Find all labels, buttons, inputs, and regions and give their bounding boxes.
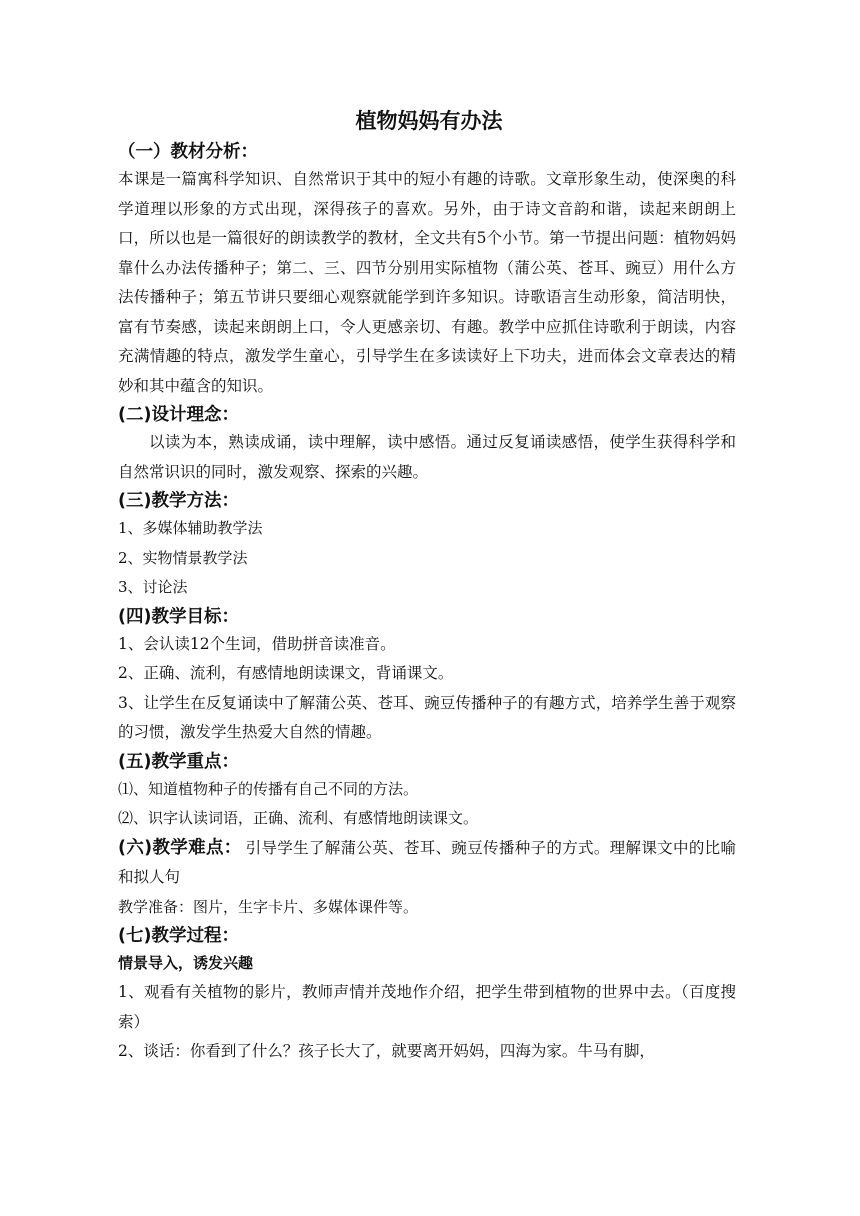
goal-item: 3、让学生在反复诵读中了解蒲公英、苍耳、豌豆传播种子的有趣方式，培养学生善于观察的习惯，激发学生热爱大自然的情趣。 [118,693,736,741]
method-item: 3、讨论法 [118,578,188,596]
process-item: 2、谈话：你看到了什么？孩子长大了，就要离开妈妈，四海为家。牛马有脚， [118,1042,655,1060]
teaching-preparation: 教学准备：图片，生字卡片、多媒体课件等。 [118,897,419,916]
process-subheading: 情景导入，诱发兴趣 [118,954,254,972]
section-body-1: 本课是一篇寓科学知识、自然常识于其中的短小有趣的诗歌。文章形象生动，使深奥的科学道理以形象的方式出现，深得孩子的喜欢。另外，由于诗文音韵和谐，读起来朗朗上口，所以也是一篇很好的朗读教学的教材，全文共有5个小节。第一节提出问题：植物妈妈靠什么办法传播种子；第二、三、四节分别用实际植物（蒲公英、苍耳、豌豆）用什么方法传播种子；第五节讲只要细心观察就能学到许多知识。诗歌语言生动形象，简洁明快，富有节奏感，读起来朗朗上口，令人更感亲切、有趣。教学中应抓住诗歌利于朗读，内容充满情趣的特点，激发学生童心，引导学生在多读读好上下功夫，进而体会文章表达的精妙和其中蕴含的知识。 [118,170,736,395]
focus-item: ⑴、知道植物种子的传播有自己不同的方法。 [118,779,419,798]
section-heading-4: (四)教学目标： [118,606,239,627]
section-6 [118,834,736,893]
section-heading-1: （一）教材分析： [118,142,258,162]
document-title: 植物妈妈有办法 [355,109,503,133]
goal-item: 1、会认读12个生词，借助拼音读准音。 [118,634,396,653]
goal-item: 2、正确、流利，有感情地朗读课文，背诵课文。 [118,664,454,682]
section-heading-2: (二)设计理念： [118,405,239,425]
method-item: 2、实物情景教学法 [118,548,248,567]
method-item: 1、多媒体辅助教学法 [118,519,263,537]
section-body-2: 以读为本，熟读成诵，读中理解，读中感悟。通过反复诵读感悟，使学生获得科学和自然常识识的同时，激发观察、探索的兴趣。 [118,433,736,481]
focus-item: ⑵、识字认读词语，正确、流利、有感情地朗读课文。 [118,809,479,827]
section-heading-7: (七)教学过程： [118,926,239,946]
document-body [118,104,736,1067]
section-heading-5: (五)教学重点： [118,751,239,772]
section-heading-3: (三)教学方法： [118,491,239,511]
process-item: 1、观看有关植物的影片，教师声情并茂地作介绍，把学生带到植物的世界中去。（百度搜索） [118,983,736,1031]
section-body-6: 引导学生了解蒲公英、苍耳、豌豆传播种子的方式。理解课文中的比喻和拟人句 [118,838,736,886]
section-heading-6: (六)教学难点： [118,837,242,858]
